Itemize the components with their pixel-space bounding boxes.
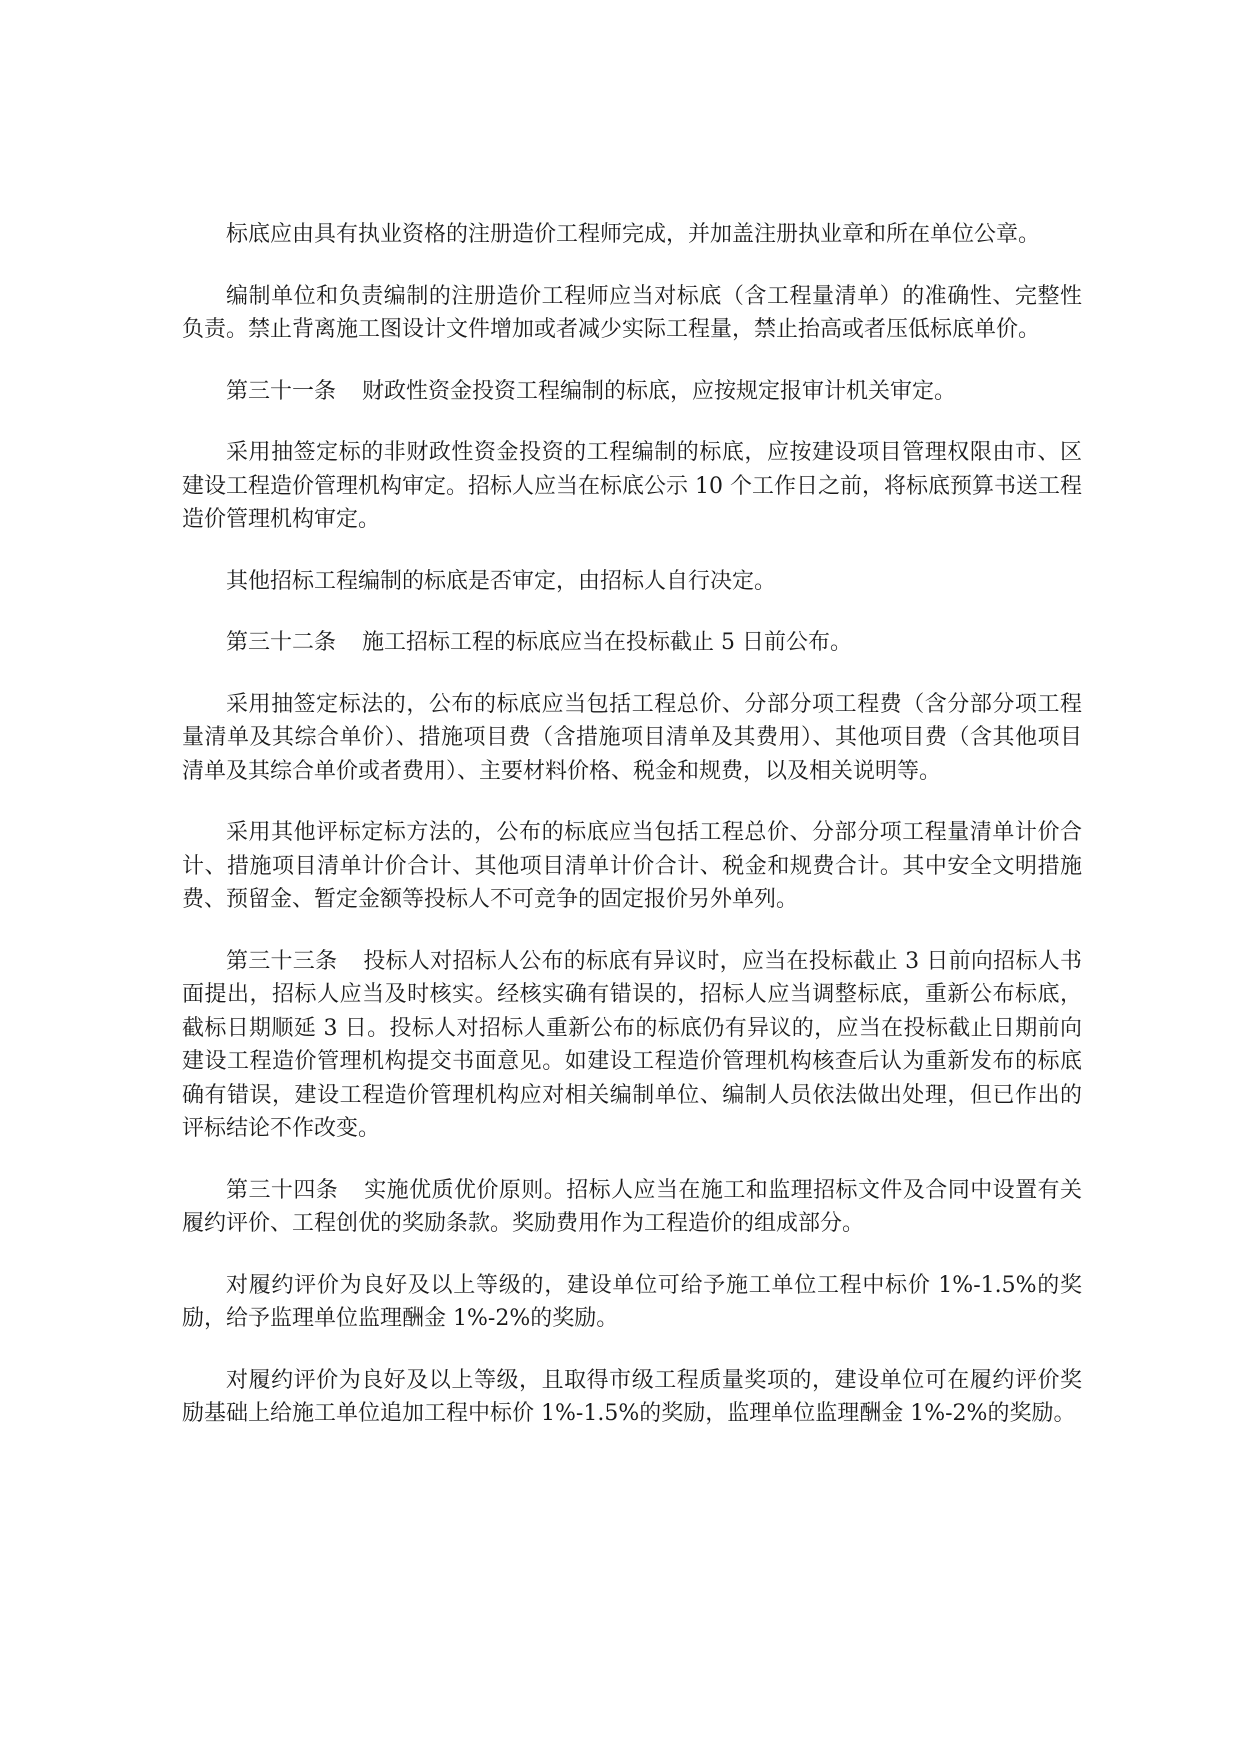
article-number: 第三十一条 [226,378,337,404]
paragraph-text: 施工招标工程的标底应当在投标截止 5 日前公布。 [362,630,853,655]
document-body [182,218,1082,1459]
paragraph [182,218,1082,252]
paragraph-text: 投标人对招标人公布的标底有异议时，应当在投标截止 3 日前向招标人书面提出，招标人应当及时核实。经核实确有错误的，招标人应当调整标底，重新公布标底，截标日期顺延 3 日。投标人对招标人重新公布的标底仍有异议的，应当在投标截止日期前向建设工程造价管理机构提交书面意见。如建设工程造价管理机构核查后认为重新发布的标底确有错误，建设工程造价管理机构应对相关编制单位、编制人员依法做出处理，但已作出的评标结论不作改变。 [182,948,1082,1141]
paragraph-text: 采用其他评标定标方法的，公布的标底应当包括工程总价、分部分项工程量清单计价合计、措施项目清单计价合计、其他项目清单计价合计、税金和规费合计。其中安全文明措施费、预留金、暂定金额等投标人不可竞争的固定报价另外单列。 [182,820,1082,912]
paragraph [182,945,1082,1146]
paragraph [182,280,1082,347]
article-number: 第三十三条 [226,948,338,974]
paragraph [182,626,1082,660]
article-number: 第三十四条 [226,1177,339,1203]
paragraph-text: 对履约评价为良好及以上等级，且取得市级工程质量奖项的，建设单位可在履约评价奖励基础上给施工单位追加工程中标价 1%-1.5%的奖励，监理单位监理酬金 1%-2%的奖励。 [182,1367,1082,1426]
paragraph-text: 财政性资金投资工程编制的标底，应按规定报审计机关审定。 [362,378,957,404]
paragraph-text: 对履约评价为良好及以上等级的，建设单位可给予施工单位工程中标价 1%-1.5%的奖励，给予监理单位监理酬金 1%-2%的奖励。 [182,1272,1082,1331]
paragraph-text: 其他招标工程编制的标底是否审定，由招标人自行决定。 [226,568,777,594]
paragraph-text: 标底应由具有执业资格的注册造价工程师完成，并加盖注册执业章和所在单位公章。 [226,222,1041,247]
paragraph [182,565,1082,599]
paragraph [182,1269,1082,1336]
paragraph-text: 编制单位和负责编制的注册造价工程师应当对标底（含工程量清单）的准确性、完整性负责。禁止背离施工图设计文件增加或者减少实际工程量，禁止抬高或者压低标底单价。 [182,283,1082,342]
paragraph [182,375,1082,409]
paragraph-text: 采用抽签定标法的，公布的标底应当包括工程总价、分部分项工程费（含分部分项工程量清单及其综合单价）、措施项目费（含措施项目清单及其费用）、其他项目费（含其他项目清单及其综合单价或者费用）、主要材料价格、税金和规费，以及相关说明等。 [182,691,1082,784]
article-number: 第三十二条 [226,630,337,655]
paragraph-text: 实施优质优价原则。招标人应当在施工和监理招标文件及合同中设置有关履约评价、工程创优的奖励条款。奖励费用作为工程造价的组成部分。 [182,1177,1082,1236]
paragraph [182,816,1082,917]
paragraph [182,1174,1082,1241]
paragraph [182,688,1082,789]
paragraph [182,1364,1082,1431]
paragraph-text: 采用抽签定标的非财政性资金投资的工程编制的标底，应按建设项目管理权限由市、区建设工程造价管理机构审定。招标人应当在标底公示 10 个工作日之前，将标底预算书送工程造价管理机构审定。 [182,440,1082,532]
paragraph [182,436,1082,537]
